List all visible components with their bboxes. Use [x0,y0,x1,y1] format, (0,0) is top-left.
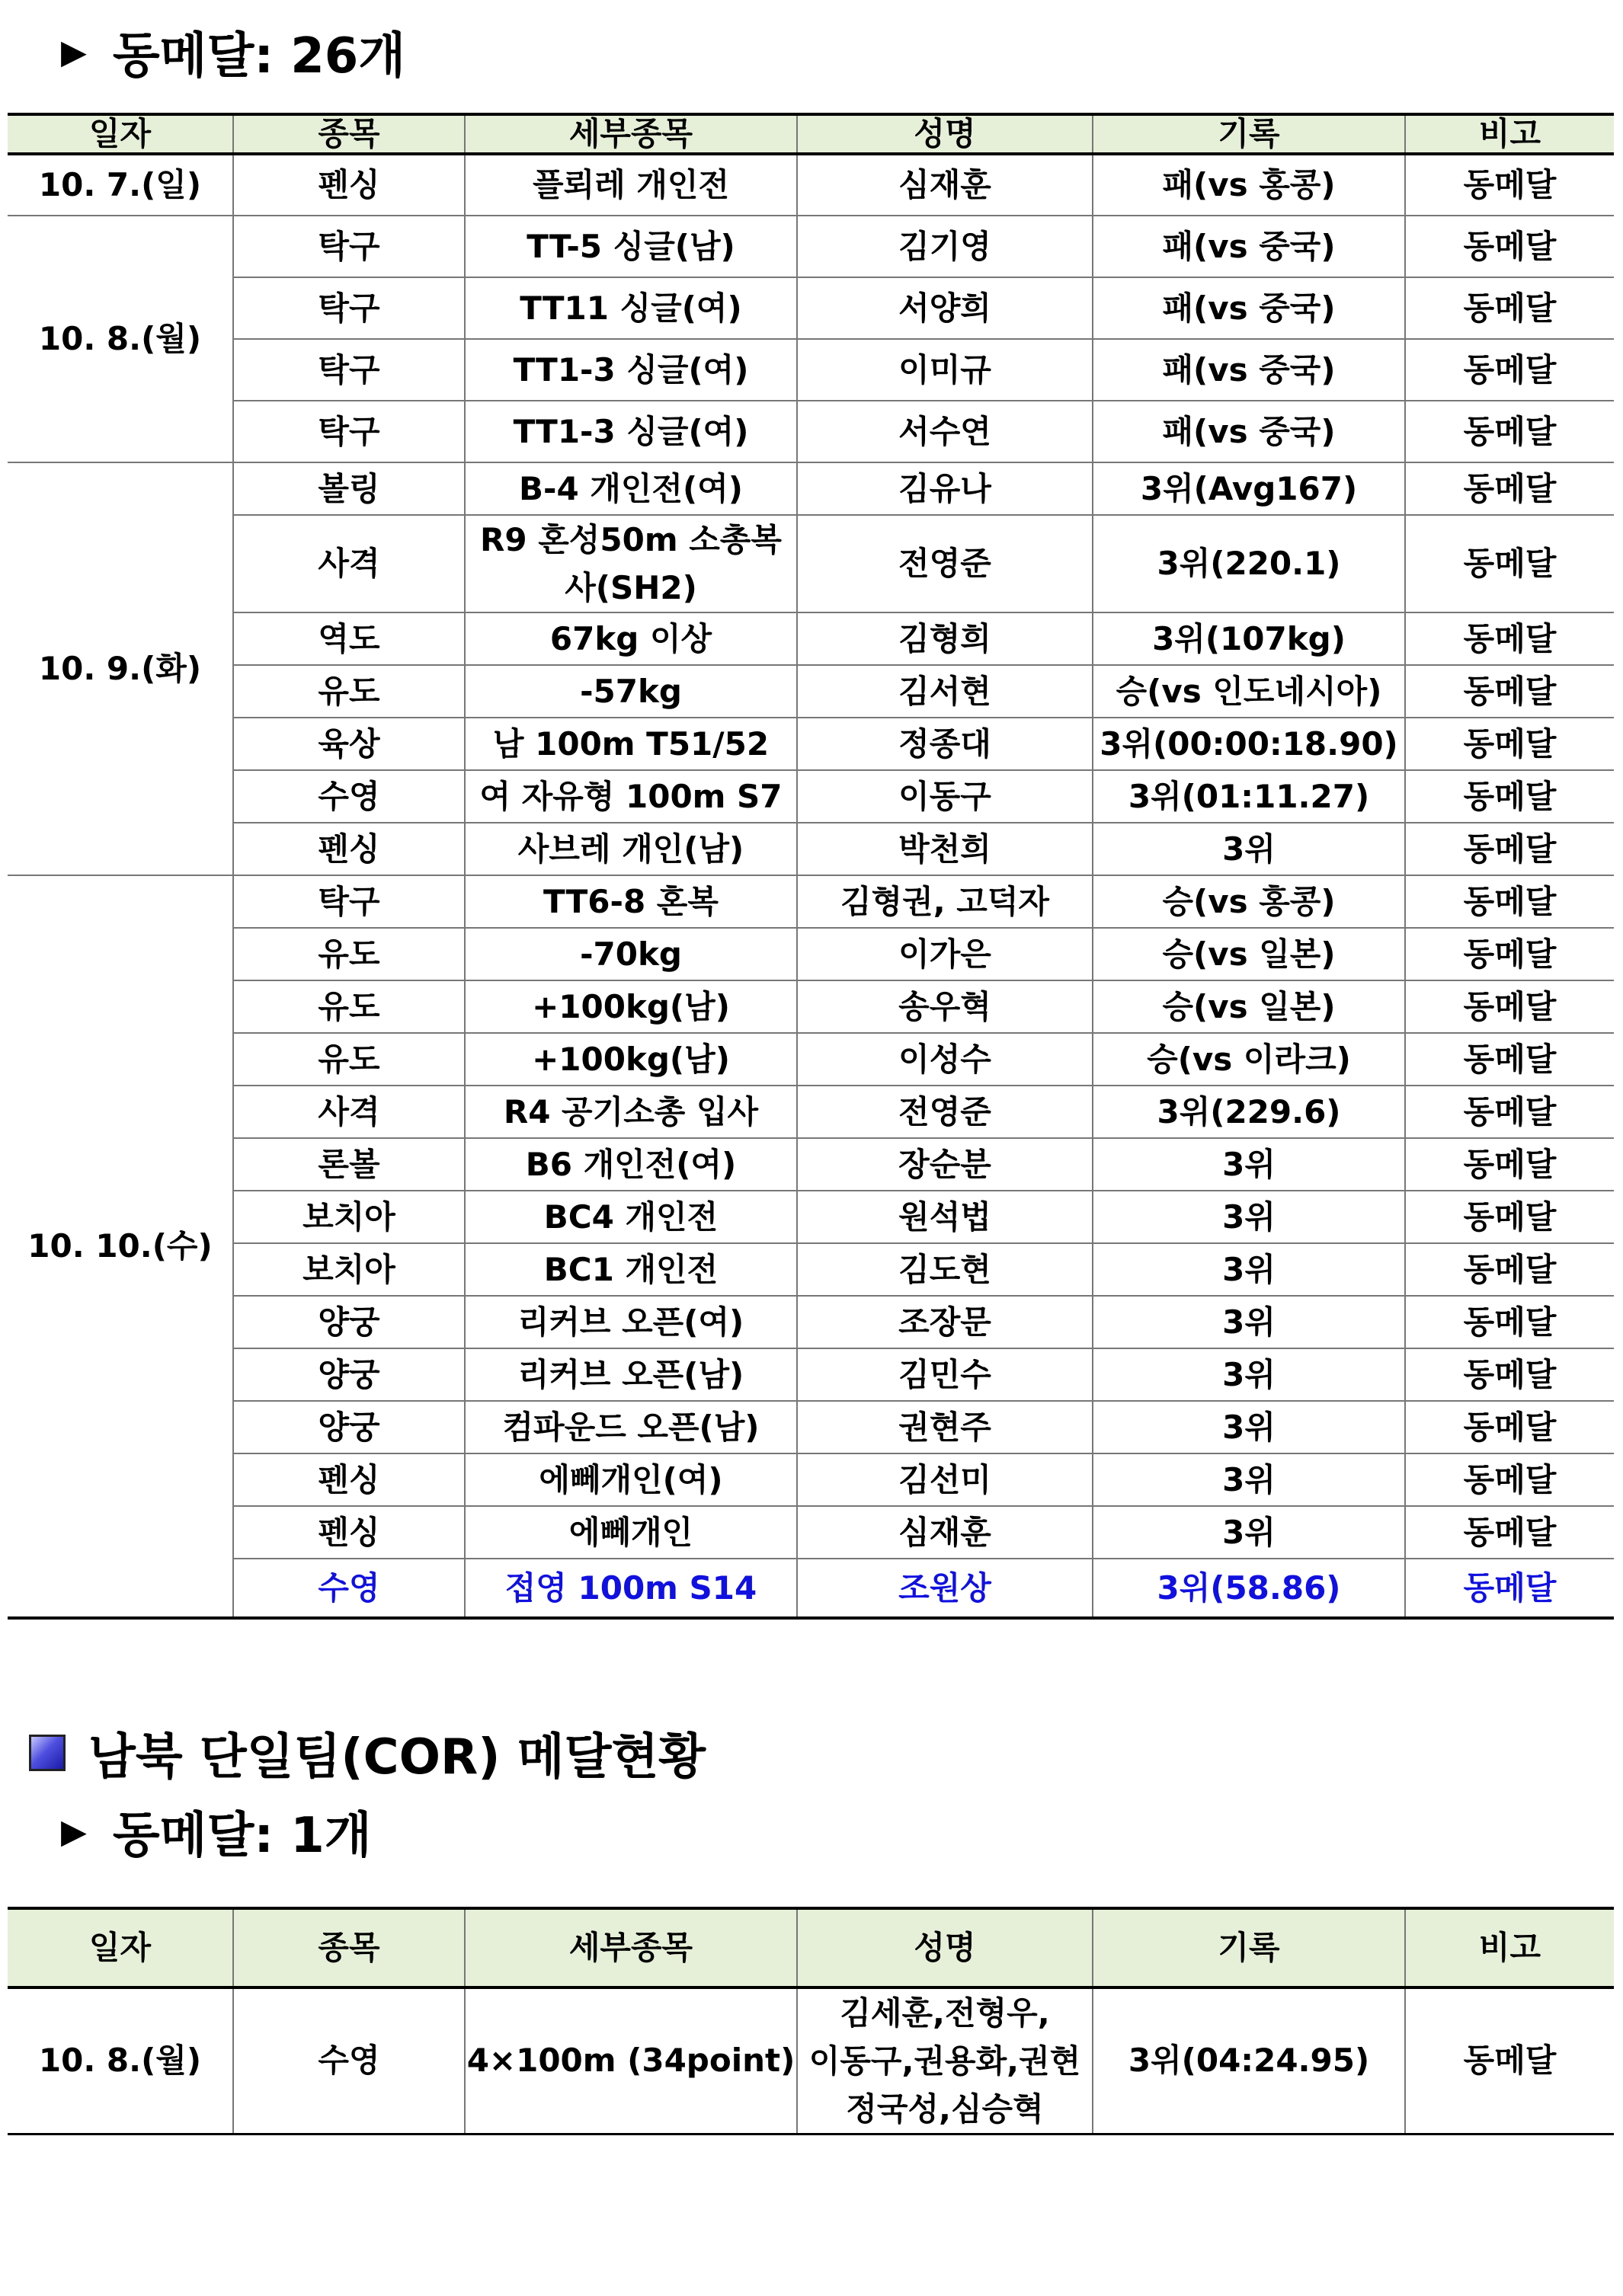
cell-record: 승(vs 이라크) [1093,1033,1405,1086]
cell-sport: 유도 [233,928,465,980]
cell-record: 3위(00:00:18.90) [1093,718,1405,770]
table-row [8,339,1614,401]
cell-name: 김형희 [797,612,1093,665]
cell-record: 3위 [1093,1453,1405,1506]
cell-event: 리커브 오픈(여) [465,1296,797,1348]
cell-note: 동메달 [1405,1296,1614,1348]
cell-note: 동메달 [1405,1138,1614,1191]
cell-event: B-4 개인전(여) [465,462,797,515]
cell-name: 서양희 [797,277,1093,339]
cell-date: 10. 7.(일) [8,154,233,216]
cell-name: 서수연 [797,401,1093,462]
cell-record: 3위(58.86) [1093,1559,1405,1618]
cell-event: 에뻬개인 [465,1506,797,1559]
cell-event: 남 100m T51/52 [465,718,797,770]
col-header-event: 세부종목 [465,114,797,154]
cell-record: 3위 [1093,823,1405,875]
cell-sport: 론볼 [233,1138,465,1191]
cell-record: 승(vs 홍콩) [1093,875,1405,928]
square-bullet-icon [29,1735,66,1771]
table-row [8,1086,1614,1138]
cell-note: 동메달 [1405,612,1614,665]
cell-name: 조장문 [797,1296,1093,1348]
cell-sport: 양궁 [233,1296,465,1348]
cell-record: 3위(107kg) [1093,612,1405,665]
cor-bronze-count-label: 동메달: 1개 [112,1808,372,1864]
cor-bronze-heading [61,1796,372,1866]
cell-note: 동메달 [1405,718,1614,770]
table-row [8,401,1614,462]
cell-note: 동메달 [1405,515,1614,612]
cell-record: 3위(01:11.27) [1093,770,1405,823]
cell-name: 전영준 [797,515,1093,612]
name-line: 이동구,권용화,권현 [808,2042,1081,2080]
cell-sport: 펜싱 [233,154,465,216]
cor-section-title [29,1718,706,1788]
cell-sport: 펜싱 [233,1506,465,1559]
table-row [8,1138,1614,1191]
cell-note: 동메달 [1405,462,1614,515]
col-header-record: 기록 [1093,1908,1405,1987]
cell-event: TT1-3 싱글(여) [465,339,797,401]
cell-note: 동메달 [1405,665,1614,718]
cor-medal-table [8,1907,1614,2135]
cell-record: 3위(04:24.95) [1093,1987,1405,2135]
bronze-heading [61,17,405,87]
cell-name: 이성수 [797,1033,1093,1086]
cell-sport: 보치아 [233,1191,465,1243]
cell-event: BC1 개인전 [465,1243,797,1296]
bronze-count-label: 동메달: 26개 [112,28,406,85]
cell-sport: 유도 [233,980,465,1033]
cell-event: +100kg(남) [465,980,797,1033]
cell-sport: 탁구 [233,875,465,928]
col-header-name: 성명 [797,114,1093,154]
cell-record: 3위(229.6) [1093,1086,1405,1138]
cell-note: 동메달 [1405,1086,1614,1138]
cell-sport: 유도 [233,665,465,718]
cell-name: 김서현 [797,665,1093,718]
cell-sport: 양궁 [233,1348,465,1401]
table-row [8,980,1614,1033]
cell-event: 컴파운드 오픈(남) [465,1401,797,1453]
cell-event: BC4 개인전 [465,1191,797,1243]
cell-event: +100kg(남) [465,1033,797,1086]
table-row [8,277,1614,339]
cell-note: 동메달 [1405,1987,1614,2135]
cell-sport: 볼링 [233,462,465,515]
col-header-event: 세부종목 [465,1908,797,1987]
cell-name: 박천희 [797,823,1093,875]
cell-note: 동메달 [1405,154,1614,216]
col-header-sport: 종목 [233,1908,465,1987]
table-row [8,1987,1614,2135]
cell-event: 에뻬개인(여) [465,1453,797,1506]
cell-note: 동메달 [1405,1506,1614,1559]
cell-note: 동메달 [1405,1033,1614,1086]
cell-date: 10. 9.(화) [8,462,233,875]
cell-record: 3위 [1093,1506,1405,1559]
table-row [8,823,1614,875]
cell-sport: 역도 [233,612,465,665]
table-row [8,462,1614,515]
cell-note: 동메달 [1405,823,1614,875]
cell-sport: 수영 [233,1987,465,2135]
cell-name: 송우혁 [797,980,1093,1033]
cell-sport: 유도 [233,1033,465,1086]
table-row [8,770,1614,823]
cell-record: 3위(220.1) [1093,515,1405,612]
cell-name [797,1987,1093,2135]
cell-name: 이가은 [797,928,1093,980]
cell-event: 여 자유형 100m S7 [465,770,797,823]
cell-note: 동메달 [1405,401,1614,462]
cell-event: 사브레 개인(남) [465,823,797,875]
cell-date: 10. 10.(수) [8,875,233,1618]
table-header-row [8,1908,1614,1987]
cell-record: 패(vs 중국) [1093,277,1405,339]
table-row [8,875,1614,928]
cell-note: 동메달 [1405,1348,1614,1401]
cell-sport: 탁구 [233,339,465,401]
table-row [8,1243,1614,1296]
cell-sport: 탁구 [233,277,465,339]
table-header-row [8,114,1614,154]
table-row [8,1401,1614,1453]
cell-record: 3위 [1093,1138,1405,1191]
cell-sport: 펜싱 [233,1453,465,1506]
cell-record: 3위 [1093,1191,1405,1243]
cell-note: 동메달 [1405,216,1614,277]
table-row [8,154,1614,216]
cell-name: 전영준 [797,1086,1093,1138]
cell-sport: 수영 [233,1559,465,1618]
cell-event: TT1-3 싱글(여) [465,401,797,462]
cell-date: 10. 8.(월) [8,1987,233,2135]
table-row [8,928,1614,980]
cell-event: 67kg 이상 [465,612,797,665]
cell-name: 김선미 [797,1453,1093,1506]
cell-event: TT11 싱글(여) [465,277,797,339]
table-row [8,1191,1614,1243]
cell-sport: 탁구 [233,401,465,462]
cell-sport: 양궁 [233,1401,465,1453]
cell-note: 동메달 [1405,1453,1614,1506]
bronze-medal-table [8,113,1614,1620]
cell-note: 동메달 [1405,339,1614,401]
cell-note: 동메달 [1405,1401,1614,1453]
cell-name: 이미규 [797,339,1093,401]
cell-note: 동메달 [1405,1559,1614,1618]
cell-name: 장순분 [797,1138,1093,1191]
table-row [8,1506,1614,1559]
cell-record: 3위 [1093,1243,1405,1296]
table-row [8,612,1614,665]
cell-name: 김기영 [797,216,1093,277]
cell-name: 이동구 [797,770,1093,823]
table-row [8,665,1614,718]
cell-event: 접영 100m S14 [465,1559,797,1618]
cell-record: 패(vs 중국) [1093,401,1405,462]
cell-record: 3위 [1093,1401,1405,1453]
cell-name: 권현주 [797,1401,1093,1453]
col-header-date: 일자 [8,114,233,154]
name-line: 정국성,심승혁 [846,2090,1044,2128]
cell-record: 승(vs 일본) [1093,928,1405,980]
cell-sport: 육상 [233,718,465,770]
cell-event: 리커브 오픈(남) [465,1348,797,1401]
cell-note: 동메달 [1405,980,1614,1033]
table-row [8,515,1614,612]
cell-sport: 사격 [233,515,465,612]
cell-event: TT-5 싱글(남) [465,216,797,277]
name-line: 김세훈,전형우, [840,1994,1050,2032]
cell-record: 패(vs 중국) [1093,216,1405,277]
cell-date: 10. 8.(월) [8,216,233,462]
cell-name: 조원상 [797,1559,1093,1618]
cell-sport: 수영 [233,770,465,823]
cor-title-label: 남북 단일팀(COR) 메달현황 [88,1729,706,1786]
cell-record: 패(vs 중국) [1093,339,1405,401]
cell-name: 김도현 [797,1243,1093,1296]
cell-note: 동메달 [1405,277,1614,339]
cell-name: 김유나 [797,462,1093,515]
cell-name: 심재훈 [797,1506,1093,1559]
cell-record: 3위(Avg167) [1093,462,1405,515]
cell-name: 김형권, 고덕자 [797,875,1093,928]
cell-sport: 보치아 [233,1243,465,1296]
cell-record: 3위 [1093,1348,1405,1401]
table-row [8,1453,1614,1506]
cell-event: 4×100m (34point) [465,1987,797,2135]
cell-note: 동메달 [1405,1243,1614,1296]
cell-record: 패(vs 홍콩) [1093,154,1405,216]
cell-note: 동메달 [1405,928,1614,980]
col-header-date: 일자 [8,1908,233,1987]
cell-event: R4 공기소총 입사 [465,1086,797,1138]
col-header-note: 비고 [1405,114,1614,154]
table-row [8,1033,1614,1086]
cell-event: -70kg [465,928,797,980]
col-header-record: 기록 [1093,114,1405,154]
triangle-right-icon: ▶ [61,32,87,72]
cell-note: 동메달 [1405,770,1614,823]
table-row [8,216,1614,277]
cell-record: 3위 [1093,1296,1405,1348]
cell-sport: 사격 [233,1086,465,1138]
cell-event: -57kg [465,665,797,718]
triangle-right-icon: ▶ [61,1812,87,1851]
col-header-name: 성명 [797,1908,1093,1987]
cell-event: B6 개인전(여) [465,1138,797,1191]
cell-record: 승(vs 인도네시아) [1093,665,1405,718]
cell-note: 동메달 [1405,1191,1614,1243]
cell-sport: 탁구 [233,216,465,277]
cell-name: 심재훈 [797,154,1093,216]
cell-note: 동메달 [1405,875,1614,928]
table-row [8,1559,1614,1618]
cell-event: 플뢰레 개인전 [465,154,797,216]
cell-record: 승(vs 일본) [1093,980,1405,1033]
cell-name: 원석법 [797,1191,1093,1243]
cell-event: TT6-8 혼복 [465,875,797,928]
table-row [8,718,1614,770]
col-header-sport: 종목 [233,114,465,154]
cell-name: 김민수 [797,1348,1093,1401]
cell-sport: 펜싱 [233,823,465,875]
cell-name: 정종대 [797,718,1093,770]
table-row [8,1348,1614,1401]
col-header-note: 비고 [1405,1908,1614,1987]
table-row [8,1296,1614,1348]
cell-event: R9 혼성50m 소총복사(SH2) [465,515,797,612]
